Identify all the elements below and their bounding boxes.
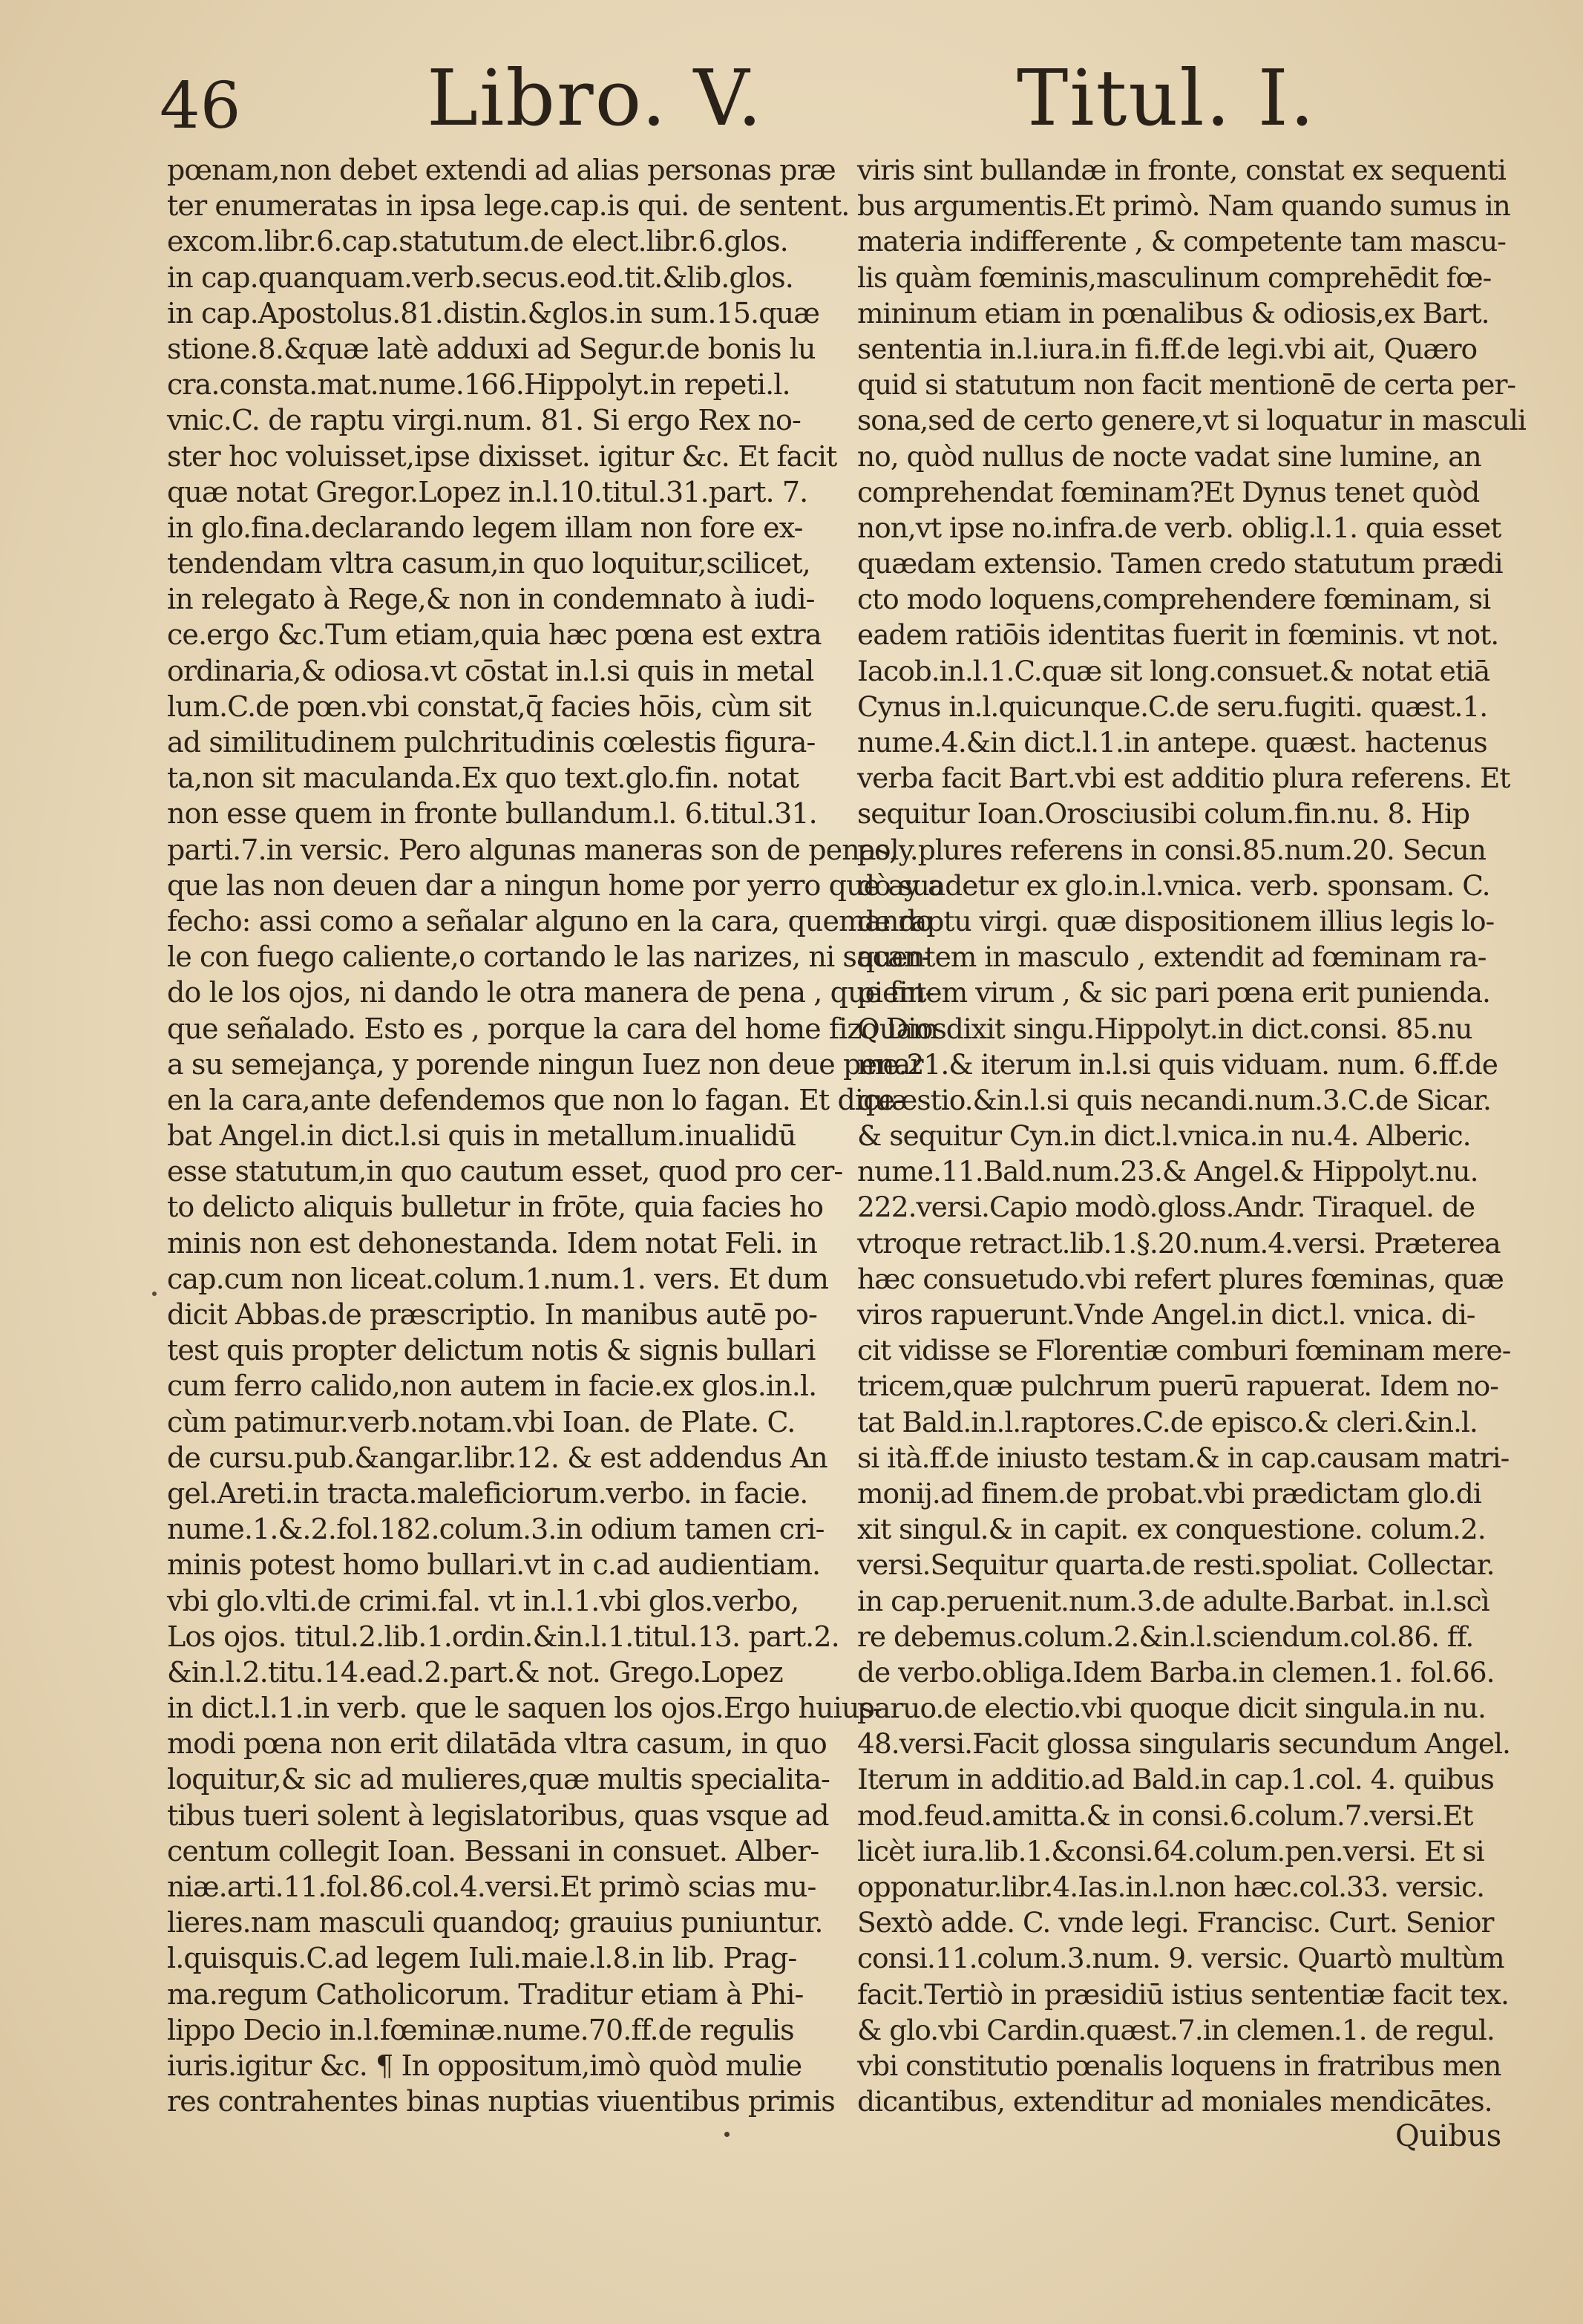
text-line: dò suadetur ex glo.in.l.vnica. verb. sponsam. C. [857, 868, 1490, 902]
text-line: non esse quem in fronte bullandum.l. 6.titul.31. [167, 797, 817, 831]
text-line: que señalado. Esto es , porque la cara del home fizo Dios [167, 1012, 947, 1045]
text-line: lis quàm fœminis,masculinum comprehēdit fœ- [857, 261, 1492, 294]
text-line: facit.Tertiò in præsidiū istius sententiæ facit tex. [857, 1977, 1509, 2011]
text-line: pœnam,non debet extendi ad alias personas præ [167, 154, 836, 186]
running-head-book: Libro. V. [427, 53, 764, 143]
text-line: re debemus.colum.2.&in.l.sciendum.col.86. ff. [857, 1620, 1474, 1653]
text-line: to delicto aliquis bulletur in frōte, quia facies ho [167, 1191, 824, 1224]
text-line: no, quòd nullus de nocte vadat sine lumine, an [857, 439, 1481, 473]
text-line: 48.versi.Facit glossa singularis secundum Angel. [857, 1727, 1510, 1761]
text-line: ordinaria,& odiosa.vt cōstat in.l.si quis in metal [167, 654, 814, 687]
text-line: verba facit Bart.vbi est additio plura referens. Et [857, 762, 1510, 795]
text-line: in cap.quanquam.verb.secus.eod.tit.&lib.glos. [167, 261, 793, 294]
text-line: paruo.de electio.vbi quoque dicit singula.in nu. [857, 1692, 1486, 1725]
text-line: Iacob.in.l.1.C.quæ sit long.consuet.& notat etiā [857, 654, 1490, 687]
text-line: bus argumentis.Et primò. Nam quando sumus in [857, 189, 1510, 223]
text-line: Sextò adde. C. vnde legi. Francisc. Curt. Senior [857, 1906, 1494, 1940]
text-line: a su semejança, y porende ningun Iuez non deue penar [167, 1047, 923, 1081]
text-line: & sequitur Cyn.in dict.l.vnica.in nu.4. Alberic. [857, 1119, 1471, 1153]
text-line: me.21.& iterum in.l.si quis viduam. num. 6.ff.de [857, 1047, 1498, 1081]
text-line: cùm patimur.verb.notam.vbi Ioan. de Plate. C. [167, 1405, 796, 1438]
text-line: lum.C.de pœn.vbi constat,q̄ facies hōis, cùm sit [167, 690, 811, 723]
text-line: tat Bald.in.l.raptores.C.de episco.& cleri.&in.l. [857, 1405, 1478, 1438]
text-line: quid si statutum non facit mentionē de certa per- [857, 368, 1516, 402]
text-line: fecho: assi como a señalar alguno en la cara, quemando [167, 904, 932, 937]
text-line: minis potest homo bullari.vt in c.ad audientiam. [167, 1548, 821, 1582]
text-line: in cap.peruenit.num.3.de adulte.Barbat. in.l.scì [857, 1584, 1489, 1617]
text-line: vtroque retract.lib.1.§.20.num.4.versi. Præterea [857, 1226, 1501, 1260]
text-line: Los ojos. titul.2.lib.1.ordin.&in.l.1.titul.13. part.2. [167, 1620, 839, 1653]
text-line: bat Angel.in dict.l.si quis in metallum.inualidū [167, 1119, 796, 1153]
margin-mark [152, 1292, 157, 1296]
text-line: ad similitudinem pulchritudinis cœlestis figura- [167, 726, 816, 759]
text-line: Quam dixit singu.Hippolyt.in dict.consi. 85.nu [857, 1012, 1472, 1045]
text-line: quentem in masculo , extendit ad fœminam ra- [857, 940, 1487, 974]
text-line: &in.l.2.titu.14.ead.2.part.& not. Grego.Lopez [167, 1655, 783, 1689]
text-line: de verbo.obliga.Idem Barba.in clemen.1. fol.66. [857, 1655, 1495, 1689]
text-line: lippo Decio in.l.fœminæ.nume.70.ff.de regulis [167, 2013, 794, 2046]
text-line: ta,non sit maculanda.Ex quo text.glo.fin. notat [167, 762, 799, 795]
text-line: de cursu.pub.&angar.libr.12. & est addendus An [167, 1441, 827, 1474]
text-line: ma.regum Catholicorum. Traditur etiam à Phi- [167, 1977, 804, 2011]
text-line: sequitur Ioan.Orosciusibi colum.fin.nu. 8. Hip [857, 797, 1469, 831]
text-line: parti.7.in versic. Pero algunas maneras son de penas, [167, 833, 898, 866]
left-text-column [167, 152, 947, 2119]
text-line: mininum etiam in pœnalibus & odiosis,ex Bart. [857, 296, 1489, 330]
text-line: dicit Abbas.de præscriptio. In manibus autē po- [167, 1298, 817, 1331]
text-line: comprehendat fœminam?Et Dynus tenet quòd [857, 475, 1480, 508]
text-line: & glo.vbi Cardin.quæst.7.in clemen.1. de regul. [857, 2013, 1495, 2046]
text-line: quæ notat Gregor.Lopez in.l.10.titul.31.part. 7. [167, 475, 808, 508]
text-line: vbi constitutio pœnalis loquens in fratribus men [857, 2049, 1501, 2082]
text-line: quædam extensio. Tamen credo statutum prædi [857, 547, 1503, 580]
text-line: que las non deuen dar a ningun home por yerro que ay a [167, 868, 944, 902]
text-line: poly.plures referens in consi.85.num.20. Secun [857, 833, 1486, 866]
right-text-column [857, 152, 1526, 2119]
text-line: materia indifferente , & competente tam mascu- [857, 225, 1506, 258]
text-line: cra.consta.mat.nume.166.Hippolyt.in repeti.l. [167, 368, 790, 402]
text-line: test quis propter delictum notis & signis bullari [167, 1334, 816, 1367]
ink-dot [724, 2132, 730, 2137]
text-line: versi.Sequitur quarta.de resti.spoliat. Collectar. [857, 1548, 1495, 1582]
text-line: tricem,quæ pulchrum puerū rapuerat. Idem no- [857, 1369, 1498, 1403]
catchword: Quibus [1395, 2119, 1502, 2153]
text-line: 222.versi.Capio modò.gloss.Andr. Tiraquel. de [857, 1191, 1475, 1224]
text-line: in cap.Apostolus.81.distin.&glos.in sum.15.quæ [167, 296, 820, 330]
text-line: cap.cum non liceat.colum.1.num.1. vers. Et dum [167, 1262, 829, 1295]
text-line: vbi glo.vlti.de crimi.fal. vt in.l.1.vbi glos.verbo, [167, 1584, 799, 1617]
page-number: 46 [160, 69, 241, 143]
text-line: loquitur,& sic ad mulieres,quæ multis specialita- [167, 1763, 830, 1796]
text-line: vnic.C. de raptu virgi.num. 81. Si ergo Rex no- [167, 404, 801, 437]
text-line: iuris.igitur &c. ¶ In oppositum,imò quòd mulie [167, 2049, 802, 2082]
text-line: Iterum in additio.ad Bald.in cap.1.col. 4. quibus [857, 1763, 1494, 1796]
text-line: niæ.arti.11.fol.86.col.4.versi.Et primò scias mu- [167, 1870, 816, 1903]
text-line: cum ferro calido,non autem in facie.ex glos.in.l. [167, 1369, 817, 1403]
text-line: in glo.fina.declarando legem illam non fore ex- [167, 511, 803, 544]
text-line: lieres.nam masculi quandoq; grauius puniuntur. [167, 1906, 823, 1940]
text-line: sententia in.l.iura.in fi.ff.de legi.vbi ait, Quæro [857, 332, 1478, 365]
page-header [0, 52, 1583, 141]
text-line: dicantibus, extenditur ad moniales mendicātes. [857, 2085, 1492, 2118]
text-line: non,vt ipse no.infra.de verb. oblig.l.1. quia esset [857, 511, 1501, 544]
text-line: tibus tueri solent à legislatoribus, quas vsque ad [167, 1798, 829, 1832]
text-line: opponatur.libr.4.Ias.in.l.non hæc.col.33. versic. [857, 1870, 1485, 1903]
text-line: cto modo loquens,comprehendere fœminam, si [857, 583, 1491, 616]
text-line: ster hoc voluisset,ipse dixisset. igitur &c. Et facit [167, 439, 837, 473]
text-line: minis non est dehonestanda. Idem notat Feli. in [167, 1226, 817, 1260]
text-line: viris sint bullandæ in fronte, constat ex sequenti [857, 154, 1506, 186]
text-line: nume.1.&.2.fol.182.colum.3.in odium tamen cri- [167, 1513, 825, 1546]
text-line: ce.ergo &c.Tum etiam,quia hæc pœna est extra [167, 618, 822, 652]
text-line: monij.ad finem.de probat.vbi prædictam glo.di [857, 1476, 1481, 1510]
text-line: sona,sed de certo genere,vt si loquatur in masculi [857, 404, 1526, 437]
running-head-title: Titul. I. [1017, 53, 1316, 143]
text-line: in dict.l.1.in verb. que le saquen los ojos.Ergo huius- [167, 1692, 882, 1725]
text-line: consi.11.colum.3.num. 9. versic. Quartò multùm [857, 1942, 1504, 1975]
text-line: hæc consuetudo.vbi refert plures fœminas, quæ [857, 1262, 1504, 1295]
text-line: pientem virum , & sic pari pœna erit punienda. [857, 976, 1490, 1009]
text-line: centum collegit Ioan. Bessani in consuet. Alber- [167, 1834, 819, 1868]
text-line: de raptu virgi. quæ dispositionem illius legis lo- [857, 904, 1495, 937]
text-line: licèt iura.lib.1.&consi.64.colum.pen.versi. Et si [857, 1834, 1484, 1868]
text-line: l.quisquis.C.ad legem Iuli.maie.l.8.in lib. Prag- [167, 1942, 797, 1975]
text-line: cit vidisse se Florentiæ comburi fœminam mere- [857, 1334, 1511, 1367]
text-line: mod.feud.amitta.& in consi.6.colum.7.versi.Et [857, 1798, 1473, 1832]
text-line: nume.11.Bald.num.23.& Angel.& Hippolyt.nu. [857, 1155, 1478, 1188]
text-line: eadem ratiōis identitas fuerit in fœminis. vt not. [857, 618, 1499, 652]
text-line: tendendam vltra casum,in quo loquitur,scilicet, [167, 547, 810, 580]
text-line: viros rapuerunt.Vnde Angel.in dict.l. vnica. di- [857, 1298, 1475, 1331]
text-line: en la cara,ante defendemos que non lo fagan. Et dice- [167, 1083, 904, 1116]
text-line: quæstio.&in.l.si quis necandi.num.3.C.de Sicar. [857, 1083, 1491, 1116]
text-line: excom.libr.6.cap.statutum.de elect.libr.6.glos. [167, 225, 788, 258]
text-line: si ità.ff.de iniusto testam.& in cap.causam matri- [857, 1441, 1510, 1474]
text-line: le con fuego caliente,o cortando le las narizes, ni sacan- [167, 940, 931, 974]
text-line: gel.Areti.in tracta.maleficiorum.verbo. in facie. [167, 1476, 808, 1510]
text-line: stione.8.&quæ latè adduxi ad Segur.de bonis lu [167, 332, 816, 365]
text-line: xit singul.& in capit. ex conquestione. colum.2. [857, 1513, 1486, 1546]
text-line: ter enumeratas in ipsa lege.cap.is qui. de sentent. [167, 189, 850, 223]
text-line: Cynus in.l.quicunque.C.de seru.fugiti. quæst.1. [857, 690, 1488, 723]
text-line: do le los ojos, ni dando le otra manera de pena , que fin- [167, 976, 934, 1009]
text-line: nume.4.&in dict.l.1.in antepe. quæst. hactenus [857, 726, 1487, 759]
text-line: in relegato à Rege,& non in condemnato à iudi- [167, 583, 815, 616]
text-line: res contrahentes binas nuptias viuentibus primis [167, 2085, 835, 2118]
text-line: esse statutum,in quo cautum esset, quod pro cer- [167, 1155, 843, 1188]
text-line: modi pœna non erit dilatāda vltra casum, in quo [167, 1727, 827, 1761]
